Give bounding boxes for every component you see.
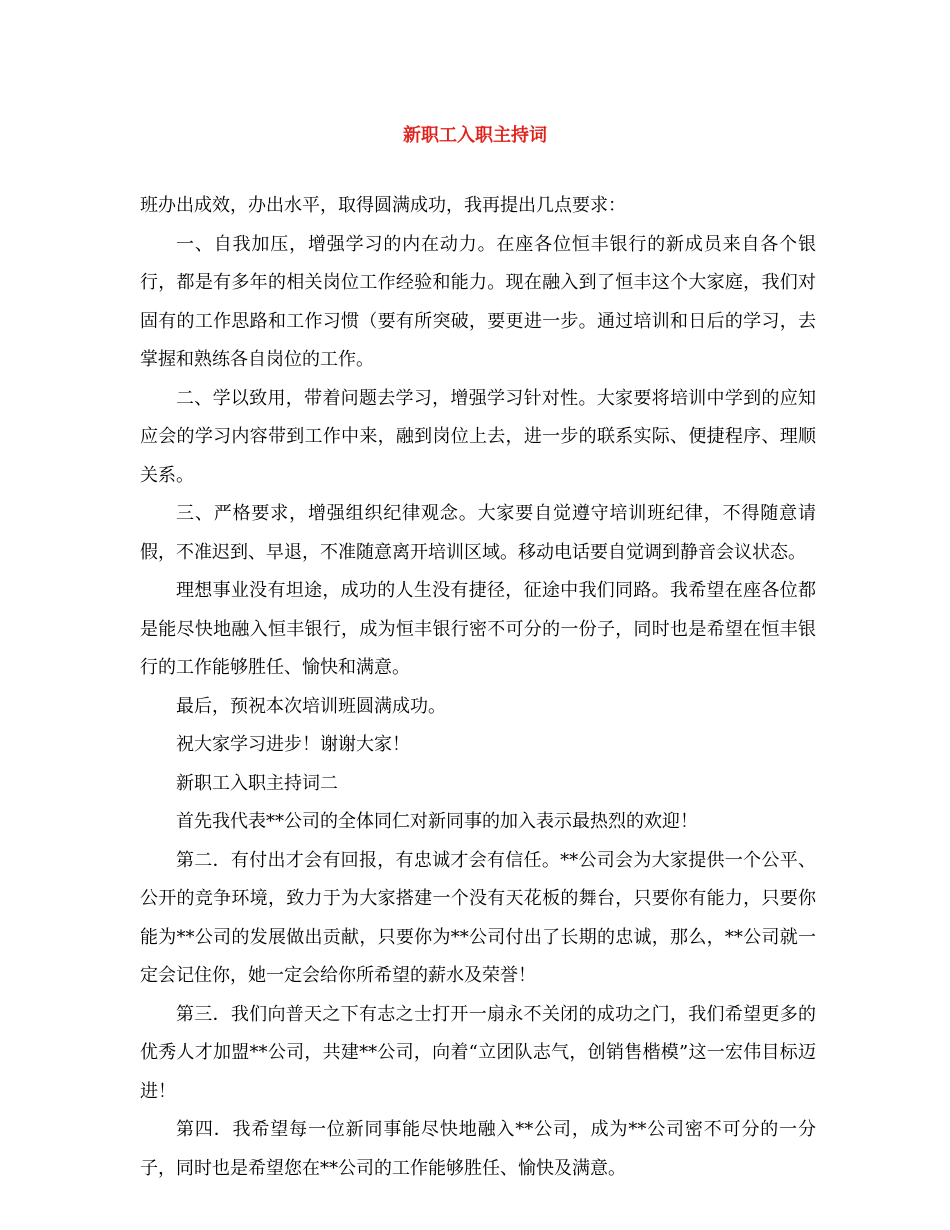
paragraph: 第四．我希望每一位新同事能尽快地融入**公司，成为**公司密不可分的一分子，同时也是希望您在**公司的工作能够胜任、愉快及满意。 (140, 1119, 816, 1179)
paragraph: 第三．我们向普天之下有志之士打开一扇永不关闭的成功之门，我们希望更多的优秀人才加盟**公司，共建**公司，向着“立团队志气，创销售楷模”这一宏伟目标迈进！ (140, 1003, 816, 1102)
paragraph: 新职工入职主持词二 (176, 772, 338, 794)
paragraph: 最后，预祝本次培训班圆满成功。 (176, 695, 446, 717)
document-body (140, 187, 816, 1188)
paragraph: 二、学以致用，带着问题去学习，增强学习针对性。大家要将培训中学到的应知应会的学习内容带到工作中来，融到岗位上去，进一步的联系实际、便捷程序、理顺关系。 (140, 387, 816, 486)
paragraph: 第二．有付出才会有回报，有忠诚才会有信任。**公司会为大家提供一个公平、公开的竞争环境，致力于为大家搭建一个没有天花板的舞台，只要你有能力，只要你能为**公司的发展做出贡献，只要你为**公司付出了长期的忠诚，那么，**公司就一定会记住你，她一定会给你所希望的薪水及荣誉！ (140, 849, 816, 986)
paragraph: 首先我代表**公司的全体同仁对新同事的加入表示最热烈的欢迎！ (176, 811, 698, 832)
paragraph: 理想事业没有坦途，成功的人生没有捷径，征途中我们同路。我希望在座各位都是能尽快地融入恒丰银行，成为恒丰银行密不可分的一份子，同时也是希望在恒丰银行的工作能够胜任、愉快和满意。 (140, 580, 816, 678)
paragraph: 祝大家学习进步！谢谢大家！ (176, 734, 410, 755)
document-title: 新职工入职主持词 (403, 125, 547, 146)
paragraph: 三、严格要求，增强组织纪律观念。大家要自觉遵守培训班纪律，不得随意请假，不准迟到、早退，不准随意离开培训区域。移动电话要自觉调到静音会议状态。 (140, 503, 816, 563)
paragraph: 班办出成效，办出水平，取得圆满成功，我再提出几点要求： (140, 195, 626, 216)
paragraph: 一、自我加压，增强学习的内在动力。在座各位恒丰银行的新成员来自各个银行，都是有多年的相关岗位工作经验和能力。现在融入到了恒丰这个大家庭，我们对固有的工作思路和工作习惯（要有所突破，要更进一步。通过培训和日后的学习，去掌握和熟练各自岗位的工作。 (140, 233, 816, 370)
